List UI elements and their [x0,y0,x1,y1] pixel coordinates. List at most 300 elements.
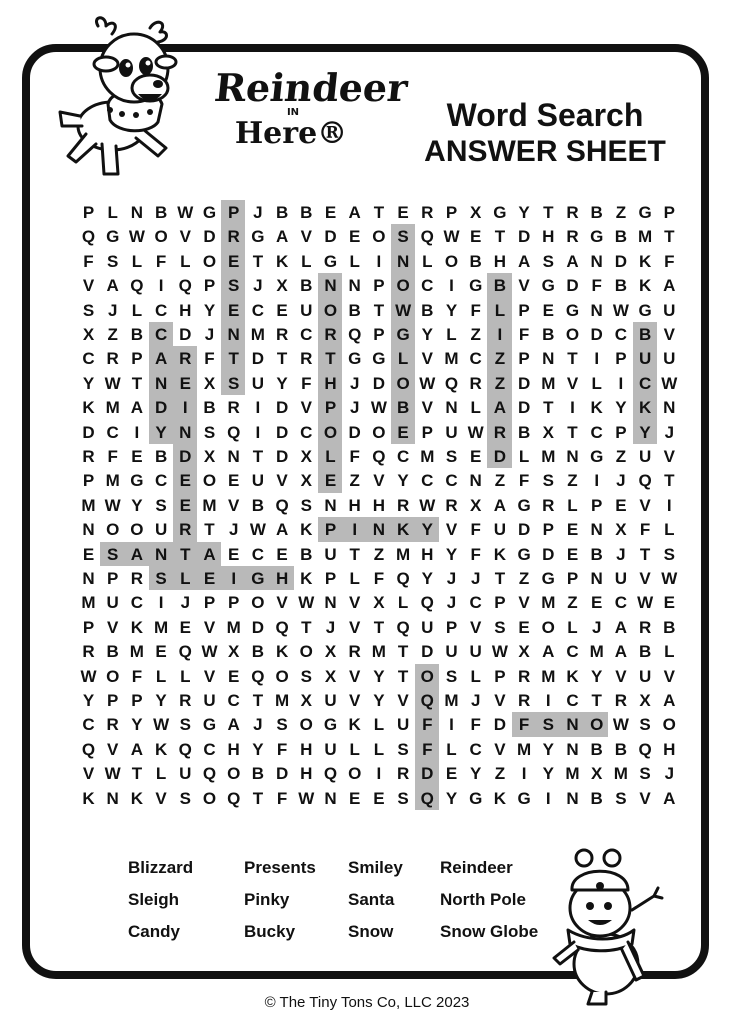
grid-letter: M [541,447,556,466]
grid-letter: M [129,642,144,662]
grid-letter: W [491,642,508,662]
grid-letter: H [348,495,361,515]
grid-letter: O [106,666,120,686]
grid-letter: R [82,447,95,466]
grid-letter: Y [373,691,385,710]
grid-letter: N [590,251,603,271]
grid-letter: P [131,691,143,710]
grid-letter: X [591,764,603,784]
grid-letter: T [204,520,215,540]
grid-letter: P [445,203,458,222]
grid-letter: V [421,349,433,369]
grid-letter: N [566,715,579,735]
grid-letter: D [517,520,531,540]
grid-letter: U [638,666,652,686]
grid-letter: Y [615,398,627,418]
grid-letter: D [493,715,507,735]
grid-letter: I [158,276,164,296]
grid-letter: L [470,666,481,686]
grid-letter: D [251,349,265,369]
grid-letter: P [518,349,530,369]
grid-letter: Q [81,739,96,759]
grid-letter: M [565,764,580,784]
grid-letter: Q [275,617,289,637]
grid-letter: T [373,617,385,637]
grid-letter: W [419,373,436,393]
grid-letter: N [227,325,240,344]
grid-letter: Y [82,373,95,393]
grid-letter: K [396,520,410,540]
grid-letter: S [663,544,675,564]
grid-letter: X [518,642,530,662]
grid-letter: U [638,349,652,369]
grid-letter: U [614,569,628,588]
grid-letter: B [590,203,603,222]
grid-letter: H [663,739,676,759]
grid-letter: W [467,422,484,442]
grid-letter: I [666,495,672,515]
grid-letter: H [227,739,240,759]
grid-letter: A [130,739,144,759]
grid-letter: N [179,422,192,442]
grid-letter: S [397,788,409,808]
grid-letter: C [614,325,628,344]
word-list-item: Santa [348,890,395,909]
grid-letter: N [542,349,555,369]
grid-letter: P [107,569,119,588]
grid-letter: X [324,642,337,662]
grid-letter: B [542,325,555,344]
grid-letter: C [203,739,216,759]
grid-letter: D [275,398,289,418]
grid-letter: L [494,300,506,320]
grid-letter: S [179,715,191,735]
grid-letter: K [82,398,95,418]
grid-letter: L [349,739,360,759]
word-list-item: Pinky [244,890,290,909]
grid-letter: A [275,520,289,540]
grid-letter: W [249,520,266,540]
grid-letter: L [180,666,191,686]
title-answer-sheet: ANSWER SHEET [424,135,666,168]
grid-letter: J [664,422,675,442]
grid-letter: I [545,691,551,710]
grid-letter: I [570,398,575,418]
grid-letter: X [300,471,312,491]
grid-letter: K [590,398,603,418]
grid-letter: G [202,203,217,222]
grid-letter: T [252,447,264,466]
grid-letter: G [106,227,120,247]
grid-letter: W [661,373,678,393]
grid-letter: K [300,569,313,588]
grid-letter: W [637,593,654,613]
grid-letter: S [542,251,554,271]
grid-letter: L [664,642,675,662]
grid-letter: M [541,593,556,613]
grid-letter: R [396,764,410,784]
grid-letter: K [300,520,313,540]
grid-letter: C [614,593,628,613]
grid-letter: S [203,422,216,442]
grid-letter: V [179,227,191,247]
grid-letter: C [638,373,652,393]
grid-letter: C [154,300,168,320]
grid-letter: B [638,325,652,344]
grid-letter: N [590,300,603,320]
grid-letter: P [82,203,95,222]
grid-letter: G [541,276,555,296]
grid-letter: H [324,373,337,393]
grid-letter: P [421,422,433,442]
copyright-footer: © The Tiny Tons Co, LLC 2023 [264,994,470,1011]
grid-letter: N [445,398,458,418]
grid-letter: H [372,495,386,515]
grid-letter: Q [396,617,410,637]
grid-letter: C [154,471,168,491]
grid-letter: K [130,788,144,808]
grid-letter: A [348,203,361,222]
grid-letter: M [250,325,265,344]
grid-letter: Y [421,569,433,588]
grid-letter: N [154,544,168,564]
grid-letter: P [203,593,216,613]
grid-letter: E [179,471,191,491]
grid-letter: C [251,544,265,564]
grid-letter: S [445,666,458,686]
grid-letter: N [348,276,361,296]
grid-letter: N [324,276,337,296]
grid-letter: M [105,471,120,491]
grid-letter: B [663,617,676,637]
grid-letter: Q [275,495,289,515]
grid-letter: I [449,276,454,296]
grid-letter: Y [131,715,143,735]
grid-letter: J [228,520,239,540]
grid-letter: Q [444,373,459,393]
grid-letter: E [445,764,458,784]
grid-letter: R [493,422,507,442]
grid-letter: J [470,691,481,710]
grid-letter: A [203,544,216,564]
grid-letter: V [349,593,361,613]
grid-letter: W [419,495,436,515]
grid-letter: R [106,715,119,735]
grid-letter: U [251,471,265,491]
grid-letter: H [275,569,289,588]
grid-letter: V [82,764,95,784]
grid-letter: C [227,691,240,710]
snowman-mascot-icon [548,846,664,1006]
grid-letter: O [202,788,217,808]
grid-letter: J [325,617,336,637]
grid-letter: C [300,422,313,442]
grid-letter: L [155,764,167,784]
grid-letter: B [614,227,628,247]
grid-letter: S [155,569,167,588]
grid-letter: G [638,300,652,320]
grid-letter: O [396,276,410,296]
grid-letter: D [275,447,289,466]
grid-letter: A [493,495,507,515]
grid-letter: A [663,788,676,808]
grid-letter: R [542,495,555,515]
grid-letter: B [275,203,289,222]
grid-letter: A [614,617,628,637]
grid-letter: C [590,422,603,442]
grid-letter: B [300,276,313,296]
grid-letter: U [638,447,652,466]
grid-letter: Y [542,739,554,759]
grid-letter: U [663,300,676,320]
grid-letter: G [372,349,386,369]
grid-letter: T [373,203,385,222]
grid-letter: M [541,666,556,686]
grid-letter: P [203,276,216,296]
grid-letter: C [82,349,95,369]
grid-letter: I [497,325,503,344]
grid-letter: P [542,520,554,540]
reindeer-in-here-logo [198,65,410,168]
grid-letter: C [469,739,482,759]
word-list-item: Snow [348,922,394,941]
grid-letter: R [614,691,628,710]
grid-letter: E [179,617,191,637]
grid-letter: V [349,617,361,637]
grid-letter: S [228,276,240,296]
grid-letter: E [349,227,361,247]
grid-letter: P [373,276,385,296]
grid-letter: D [348,422,361,442]
grid-letter: X [300,447,312,466]
grid-letter: E [591,593,603,613]
grid-letter: N [566,788,579,808]
grid-letter: V [615,666,627,686]
grid-letter: U [179,764,192,784]
grid-letter: U [421,617,434,637]
grid-letter: E [373,788,385,808]
grid-letter: A [227,715,240,735]
grid-letter: E [276,544,288,564]
grid-letter: M [371,642,386,662]
grid-letter: R [517,666,531,686]
grid-letter: U [663,349,676,369]
grid-letter: N [154,373,168,393]
grid-letter: J [180,593,191,613]
grid-letter: B [638,642,652,662]
grid-letter: Q [420,691,434,710]
grid-letter: Y [542,764,554,784]
grid-letter: B [590,788,603,808]
grid-letter: Y [421,520,433,540]
grid-letter: Q [420,593,434,613]
grid-letter: V [300,398,312,418]
grid-letter: J [470,569,481,588]
grid-letter: E [349,788,361,808]
word-list-item: Reindeer [440,858,513,877]
grid-letter: Y [155,691,167,710]
grid-letter: N [372,520,386,540]
word-list-item: Blizzard [128,858,194,877]
grid-letter: P [82,471,95,491]
grid-letter: W [298,788,315,808]
grid-letter: Q [348,325,362,344]
grid-letter: G [590,447,604,466]
grid-letter: X [324,666,337,686]
grid-letter: W [177,203,194,222]
grid-letter: A [493,398,507,418]
grid-letter: S [300,666,312,686]
grid-letter: D [154,398,168,418]
grid-letter: D [542,544,555,564]
grid-letter: O [227,764,241,784]
grid-letter: C [106,422,119,442]
grid-letter: C [469,593,482,613]
grid-letter: H [300,739,313,759]
word-list-item: Bucky [244,922,296,941]
grid-letter: G [469,276,483,296]
grid-letter: A [130,544,144,564]
grid-letter: X [615,520,627,540]
grid-letter: N [324,495,337,515]
grid-letter: Q [420,788,434,808]
grid-letter: P [615,422,627,442]
grid-letter: J [591,617,602,637]
grid-letter: W [395,300,412,320]
grid-letter: Q [178,642,192,662]
grid-letter: E [82,544,95,564]
grid-letter: L [131,251,143,271]
grid-letter: I [158,593,164,613]
grid-letter: V [228,495,240,515]
grid-letter: P [518,300,530,320]
grid-letter: W [104,764,121,784]
grid-letter: V [639,788,651,808]
grid-letter: J [253,203,263,222]
grid-letter: Z [494,373,506,393]
grid-letter: J [616,471,626,491]
grid-letter: U [324,691,337,710]
grid-letter: T [325,349,336,369]
grid-letter: Y [421,325,433,344]
grid-letter: I [255,422,261,442]
grid-letter: T [252,691,264,710]
grid-letter: G [517,495,531,515]
grid-letter: O [299,715,313,735]
grid-letter: L [591,373,602,393]
grid-letter: B [348,300,361,320]
grid-letter: R [348,642,361,662]
grid-letter: B [154,447,168,466]
grid-letter: G [517,788,531,808]
grid-letter: F [422,739,433,759]
grid-letter: V [276,471,288,491]
grid-letter: Q [178,276,192,296]
grid-letter: B [590,739,603,759]
grid-letter: H [493,251,507,271]
grid-letter: W [298,593,315,613]
grid-letter: Z [615,203,627,222]
grid-letter: V [203,666,216,686]
grid-letter: R [517,691,531,710]
grid-letter: S [276,715,288,735]
grid-letter: R [275,325,289,344]
grid-letter: X [300,691,312,710]
grid-letter: K [82,788,95,808]
grid-letter: L [155,666,167,686]
grid-letter: S [542,471,554,491]
grid-letter: E [228,666,240,686]
word-list-item: Smiley [348,858,403,877]
grid-letter: R [130,569,144,588]
grid-letter: Y [397,471,409,491]
grid-letter: P [324,520,337,540]
grid-letter: V [276,593,288,613]
grid-letter: T [543,398,554,418]
grid-letter: G [469,788,483,808]
grid-letter: F [276,739,288,759]
grid-letter: B [130,325,144,344]
grid-letter: N [324,593,337,613]
grid-letter: M [154,617,169,637]
grid-letter: C [421,471,434,491]
grid-letter: Q [372,447,386,466]
grid-letter: F [276,788,288,808]
grid-letter: E [228,471,240,491]
grid-letter: M [589,642,604,662]
grid-letter: W [612,300,629,320]
grid-letter: Q [638,739,652,759]
grid-letter: E [663,593,675,613]
grid-letter: A [517,251,531,271]
grid-letter: F [301,373,312,393]
grid-letter: R [179,520,192,540]
logo-word-reindeer: Reindeer [212,65,410,110]
grid-letter: L [397,593,409,613]
grid-letter: O [565,325,580,344]
word-list-item: Snow Globe [440,922,539,941]
grid-letter: K [154,739,168,759]
grid-letter: V [421,398,433,418]
grid-letter: L [373,715,385,735]
grid-letter: M [444,349,459,369]
grid-letter: B [396,398,410,418]
grid-letter: S [639,764,651,784]
grid-letter: D [493,447,507,466]
grid-letter: X [276,276,288,296]
grid-letter: G [348,349,362,369]
grid-letter: J [349,373,360,393]
grid-letter: E [397,422,409,442]
grid-letter: Y [591,666,603,686]
grid-letter: N [566,739,579,759]
grid-letter: D [517,373,531,393]
grid-letter: Q [396,569,410,588]
grid-letter: K [638,276,652,296]
grid-letter: T [567,349,578,369]
grid-letter: B [614,276,628,296]
grid-letter: Z [349,471,360,491]
word-list-item: North Pole [440,890,526,909]
grid-letter: D [179,325,192,344]
grid-letter: J [204,325,215,344]
grid-letter: N [566,447,579,466]
word-list-item: Candy [128,922,180,941]
grid-letter: R [396,495,410,515]
grid-letter: W [80,666,97,686]
grid-letter: L [301,251,312,271]
grid-letter: G [251,569,265,588]
